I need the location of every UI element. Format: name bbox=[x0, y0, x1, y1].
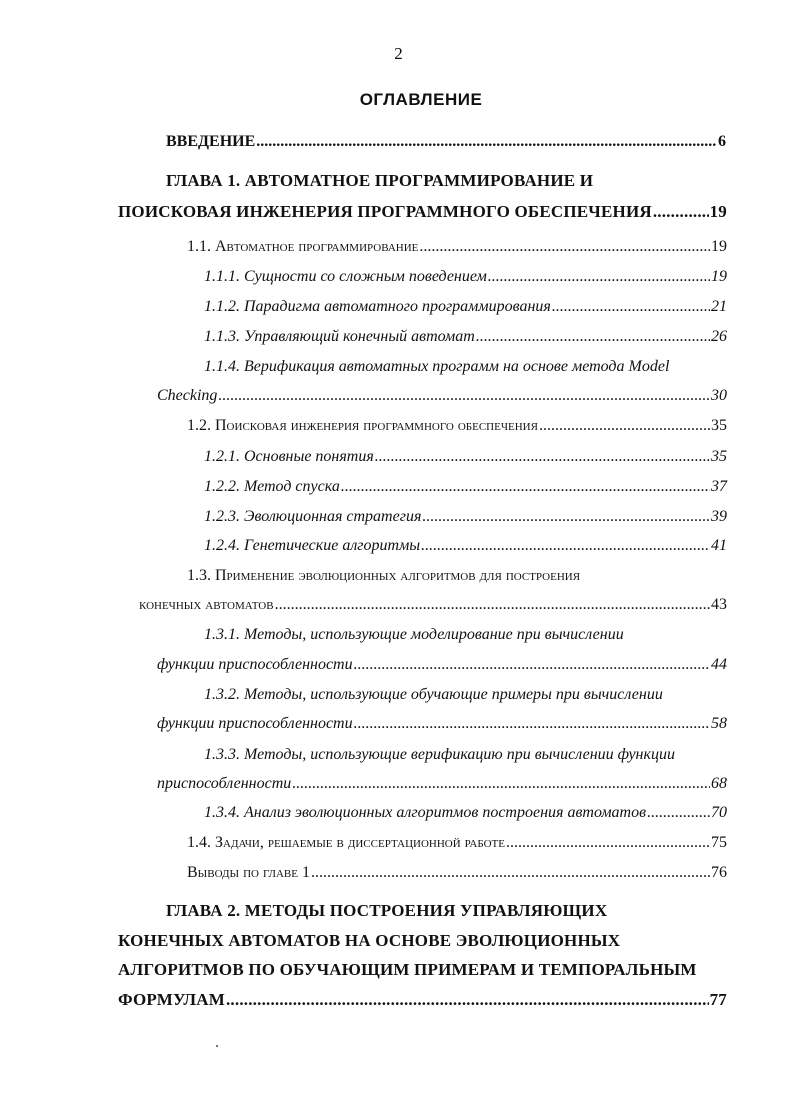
leader-dots bbox=[506, 832, 710, 854]
toc-subsection-1-2-1 bbox=[204, 446, 727, 468]
toc-entry-label: 1.2.3. Эволюционная стратегия bbox=[204, 508, 422, 525]
toc-page-number: 75 bbox=[711, 834, 727, 851]
toc-page-number: 21 bbox=[711, 298, 727, 315]
toc-subsection-1-1-3 bbox=[204, 326, 727, 348]
toc-entry-label: Checking bbox=[157, 387, 218, 404]
toc-entry-label: 1.4. Задачи, решаемые в диссертационной работе bbox=[187, 834, 505, 851]
toc-conclusions-chapter-1 bbox=[187, 862, 727, 884]
toc-entry-label: ВВЕДЕНИЕ bbox=[166, 133, 256, 150]
toc-entry-label: конечных автоматов bbox=[139, 596, 274, 613]
toc-entry-label: 1.1.3. Управляющий конечный автомат bbox=[204, 328, 475, 345]
toc-entry-introduction bbox=[166, 131, 726, 153]
leader-dots bbox=[354, 713, 710, 735]
toc-chapter-1 bbox=[118, 201, 727, 223]
toc-entry-label: приспособленности bbox=[157, 775, 292, 792]
toc-entry-label: 1.1.1. Сущности со сложным поведением bbox=[204, 268, 487, 285]
toc-section-1-1 bbox=[187, 236, 727, 258]
toc-entry-label: 1.3.4. Анализ эволюционных алгоритмов построения автоматов bbox=[204, 804, 647, 821]
leader-dots bbox=[421, 535, 710, 557]
toc-chapter-2-line-1: ГЛАВА 2. МЕТОДЫ ПОСТРОЕНИЯ УПРАВЛЯЮЩИХ bbox=[166, 901, 608, 920]
toc-subsection-1-1-1 bbox=[204, 266, 727, 288]
toc-subsection-1-1-4-line-1: 1.1.4. Верификация автоматных программ на основе метода Model bbox=[204, 358, 670, 375]
toc-entry-label: 1.2.4. Генетические алгоритмы bbox=[204, 537, 421, 554]
toc-entry-label: 1.2. Поисковая инженерия программного обеспечения bbox=[187, 417, 538, 434]
toc-page-number: 41 bbox=[711, 537, 727, 554]
leader-dots bbox=[476, 326, 710, 348]
scan-speck bbox=[216, 1045, 218, 1047]
toc-entry-label: функции приспособленности bbox=[157, 715, 353, 732]
page-title: ОГЛАВЛЕНИЕ bbox=[359, 90, 483, 109]
toc-chapter-2-line-2: КОНЕЧНЫХ АВТОМАТОВ НА ОСНОВЕ ЭВОЛЮЦИОННЫХ bbox=[118, 931, 621, 950]
toc-subsection-1-3-4 bbox=[204, 802, 727, 824]
toc-page-number: 77 bbox=[709, 990, 727, 1009]
toc-section-1-3 bbox=[139, 594, 727, 616]
toc-page-number: 19 bbox=[711, 238, 727, 255]
leader-dots bbox=[647, 802, 710, 824]
leader-dots bbox=[275, 594, 710, 616]
toc-page-number: 6 bbox=[718, 133, 726, 150]
toc-subsection-1-3-2-line-1: 1.3.2. Методы, использующие обучающие примеры при вычислении bbox=[204, 686, 663, 703]
toc-subsection-1-3-1-line-1: 1.3.1. Методы, использующие моделирование при вычислении bbox=[204, 626, 624, 643]
toc-section-1-2 bbox=[187, 415, 727, 437]
leader-dots bbox=[422, 506, 710, 528]
toc-page-number: 35 bbox=[711, 448, 727, 465]
toc-entry-label: 1.2.1. Основные понятия bbox=[204, 448, 374, 465]
toc-page-number: 19 bbox=[711, 268, 727, 285]
leader-dots bbox=[419, 236, 710, 258]
toc-entry-label: 1.1.2. Парадигма автоматного программирования bbox=[204, 298, 551, 315]
toc-subsection-1-2-2 bbox=[204, 476, 727, 498]
toc-page-number: 35 bbox=[711, 417, 727, 434]
leader-dots bbox=[292, 773, 710, 795]
toc-page-number: 30 bbox=[711, 387, 727, 404]
toc-entry-label: ПОИСКОВАЯ ИНЖЕНЕРИЯ ПРОГРАММНОГО ОБЕСПЕЧЕНИЯ bbox=[118, 202, 652, 221]
toc-chapter-1-line-1: ГЛАВА 1. АВТОМАТНОЕ ПРОГРАММИРОВАНИЕ И bbox=[166, 171, 594, 190]
leader-dots bbox=[354, 654, 710, 676]
leader-dots bbox=[653, 201, 709, 223]
toc-entry-label: ФОРМУЛАМ bbox=[118, 990, 225, 1009]
toc-entry-label: 1.2.2. Метод спуска bbox=[204, 478, 340, 495]
toc-page-number: 19 bbox=[709, 202, 727, 221]
toc-subsection-1-2-4 bbox=[204, 535, 727, 557]
leader-dots bbox=[341, 476, 710, 498]
toc-chapter-2-line-3: АЛГОРИТМОВ ПО ОБУЧАЮЩИМ ПРИМЕРАМ И ТЕМПОРАЛЬНЫМ bbox=[118, 960, 697, 979]
toc-page-number: 39 bbox=[711, 508, 727, 525]
toc-page-number: 43 bbox=[711, 596, 727, 613]
toc-subsection-1-1-4 bbox=[157, 385, 727, 407]
toc-page-number: 76 bbox=[711, 864, 727, 881]
leader-dots bbox=[552, 296, 710, 318]
toc-subsection-1-1-2 bbox=[204, 296, 727, 318]
toc-chapter-2 bbox=[118, 989, 727, 1011]
leader-dots bbox=[539, 415, 710, 437]
toc-subsection-1-3-3 bbox=[157, 773, 727, 795]
toc-page-number: 68 bbox=[711, 775, 727, 792]
toc-subsection-1-2-3 bbox=[204, 506, 727, 528]
toc-subsection-1-3-2 bbox=[157, 713, 727, 735]
leader-dots bbox=[311, 862, 710, 884]
leader-dots bbox=[218, 385, 710, 407]
toc-page-number: 70 bbox=[711, 804, 727, 821]
toc-section-1-4 bbox=[187, 832, 727, 854]
toc-page-number: 58 bbox=[711, 715, 727, 732]
leader-dots bbox=[256, 131, 717, 153]
leader-dots bbox=[375, 446, 710, 468]
toc-entry-label: функции приспособленности bbox=[157, 656, 353, 673]
toc-page-number: 26 bbox=[711, 328, 727, 345]
toc-page-number: 37 bbox=[711, 478, 727, 495]
toc-subsection-1-3-3-line-1: 1.3.3. Методы, использующие верификацию при вычислении функции bbox=[204, 746, 675, 763]
leader-dots bbox=[226, 989, 709, 1011]
page-number: 2 bbox=[394, 44, 403, 63]
toc-subsection-1-3-1 bbox=[157, 654, 727, 676]
toc-section-1-3-line-1: 1.3. Применение эволюционных алгоритмов для построения bbox=[187, 567, 581, 584]
toc-entry-label: 1.1. Автоматное программирование bbox=[187, 238, 419, 255]
toc-page-number: 44 bbox=[711, 656, 727, 673]
leader-dots bbox=[488, 266, 710, 288]
toc-entry-label: Выводы по главе 1 bbox=[187, 864, 310, 881]
